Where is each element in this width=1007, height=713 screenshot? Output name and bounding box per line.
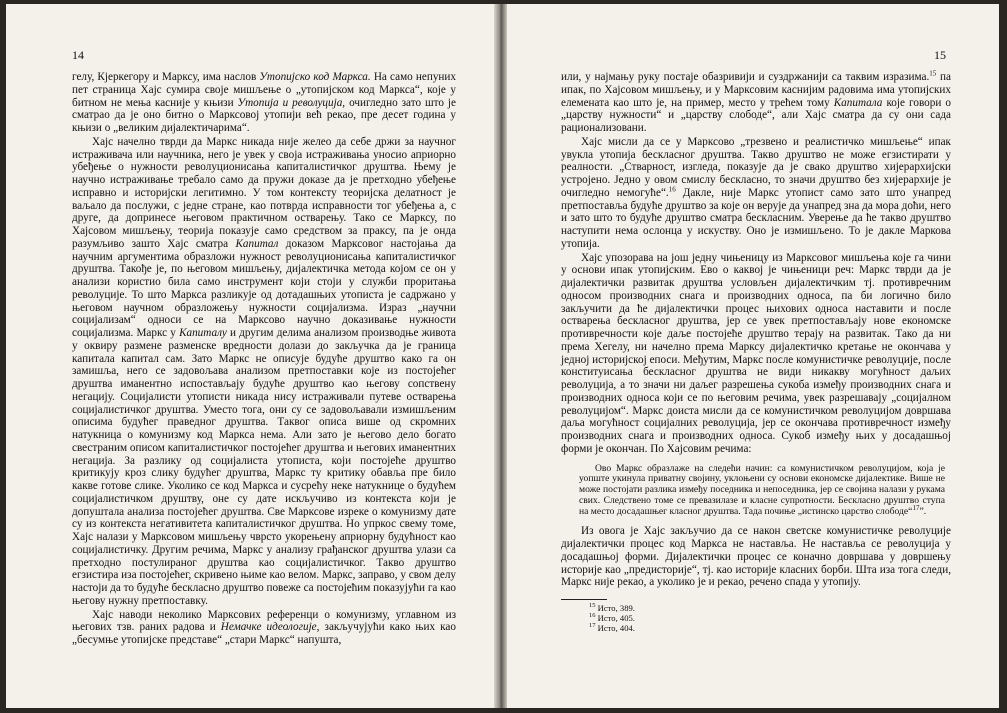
- paragraph: [72, 609, 456, 647]
- footnote-number: 15: [589, 602, 596, 610]
- text-run: Дакле, није Маркс утопист само зато што унапред претпоставља будуће друштво за које он верује да унапред зна да мора доћи, него и зато што то будуће друштво сматра бескласним. Уверење да ће такво друштво наступити нема ослонца у искуству. Оно је измишљено. То је дакле Маркова утопија.: [561, 186, 951, 250]
- page-number: 14: [72, 48, 84, 62]
- footnote-text: Исто, 404.: [595, 623, 635, 634]
- left-page-body: [72, 71, 456, 647]
- text-run: очигледно зато што је сматрао да је оно битно о Марксовој утопији већ рекао, пре десет година у књизи о „великим дијалектичарима“.: [72, 96, 456, 134]
- right-page-body: [561, 71, 951, 633]
- text-run: гелу, Кјеркегору и Марксу, има наслов: [72, 71, 260, 83]
- text-run: закључујући како њих као „бесумње утопијске представе“ „стари Маркс“ напушта,: [72, 621, 456, 646]
- footnote: [561, 603, 951, 613]
- left-page: [6, 4, 494, 708]
- paragraph: [561, 136, 951, 251]
- footnote-ref: 16: [668, 185, 676, 194]
- text-run: Хајс начелно тврди да Маркс никада није желео да себе држи за научног истраживача или научника, него је увек у своја истраживања уносио априорно убеђење о нужности револуционисања капиталистичког друштва. Њему је научно истраживање требало само да пружи доказе да је претходно убеђење исправно и историјски легитимно. У том контексту теоријска делатност је ваљало да послужи, с једне стране, као потврда исправности тог убеђења а, с друге, да допринесе његовом практичном остварењу. Тако се Марксу, по Хајсовом мишљењу, теорија показује само средством за праксу, па је онда разумљиво зашто Хајс сматра: [72, 135, 456, 250]
- paragraph: Из овога је Хајс закључио да се након светске комунистичке револуције дијалектички процес код Маркса не наставља. Не наставља се револуција у досадашњој форми. Дијалектички процес се коначно довршава у довршењу историје као „предисторије“, тј. као историје класних борби. Шта иза тога следи, Маркс није рекао, а уколико је и рекао, речено спада у утопију.: [561, 525, 951, 589]
- page-number: 15: [934, 48, 946, 62]
- footnote-text: Исто, 389.: [595, 603, 635, 614]
- footnote-ref: 17: [912, 503, 920, 512]
- text-run: На само непуних пет страница Хајс сумира своје мишљење о „утопијском код Маркса“, које у битном не мења касније у књизи: [72, 71, 457, 109]
- text-run: и другим делима анализом производње живота у оквиру размене разменске вредности долази до закључка да је граница капитала капитал сам. Зато Маркс не описује будуће друштво како га он замишља, него се задовољава анализом претпоставки које из постојећег друштва иманентно испостављају будуће друштво као његову сопствену негацију. Социјалисти утописти никада нису истраживали путеве остварења социјалистичког друштва. Уместо тога, они су се задовољавали измишљеним описима будућег праведног друштва. Таквог описа више од скромних натукница о комунизму код Маркса нема. Али зато је његово дело богато свестраним описом капиталистичког постојећег друштва и његових иманентних негација. За разлику од социјалиста утописта, који постојеће друштво критикују кроз слику будућег друштва, Маркс ту критику обавља пре било какве готове слике. Уколико се код Маркса и сусрећу неке натукнице о будућем социјалистичком друштву, оне су дате искључиво из контекста који је допуштала анализа постојећег друштва. Све Марксове изреке о комунизму дате су из контекста негативитета капиталистичког друштва. Но упркос свему томе, Хајс налази у Марксовом мишљењу чврсто укорењену априорну будућност као социјалистичку. Другим речима, Маркс у анализу грађанског друштва улази са претходно постулираног друштва као социјалистичког. Такво друштво егзистира иза постојећег, скривено њиме као велом. Маркс, заправо, у свом делу настоји да то будуће бескласно друштво повеже са постојећим показујући га као његову нужну претпоставку.: [72, 327, 456, 607]
- italic-title: Утопија и револуција,: [237, 96, 346, 109]
- footnote-divider: [561, 599, 607, 600]
- paragraph: Хајс упозорава на још једну чињеницу из Марксовог мишљења које га чини у основи ипак утопијским. Ево о каквој је чињеници реч: Маркс тврди да је дијалектички развитак друштва условљен дијалектичким тј. противречним односом производних снага и производних односа, па би логично било закључити да ће дијалектички процес њихових односа наставити и после остварења бескласног друштва, јер се увек претпостављају нове економске противречности које даље постојеће друштво терају на развитак. Тако да ни према Хегелу, ни начелно према Марксу дијалектичко кретање не окончава у једној историјској епоси. Међутим, Маркс после комунистичке револуције, после конституисања бескласног друштва не види никакву могућност даљих револуција, а то значи ни даљег разрешења сукоба између производних снага и производних односа који се по његовим речима, увек разрешавају „социјалном револуцијом“. Маркс доиста мисли да се комунистичком револуцијом довршава даља могућност социјалних револуција, јер се окончава противречност између производних снага и производних односа. Сукоб између њих у досадашњој форми је окончан. По Хајсовим речима:: [561, 251, 951, 455]
- italic-title: Капиталу: [179, 327, 227, 339]
- text-run: па ипак, по Хајсовом мишљењу, и у Марксовим каснијим радовима има утопијских елемената као што је, на пример, место у трећем тому: [561, 71, 952, 109]
- text-run: или, у најмању руку постаје обазривији и суздржанији са таквим изразима.: [561, 71, 930, 83]
- italic-title: Капитала: [833, 96, 883, 109]
- italic-title: Немачке идеологије,: [220, 621, 320, 634]
- footnote: [561, 613, 951, 623]
- paragraph: [72, 136, 456, 608]
- text-run: доказом Марксовог настојања да научним аргументима образложи нужност револуционисања капиталистичког друштва. Такође је, по његовом мишљењу, дијалектичка метода којом се он у анализи користио била само инструмент који стоји у служби проритања револуције. То што Маркса разликује од дотадашњих утописта је садржано у његовом научном образложењу нужности социјализма. Израз „научни социјализам“ односи се на Марксово научно доказивање нужности социјализма. Маркс у: [72, 237, 457, 339]
- text-run: Хајс наводи неколико Марксових референци о комунизму, углавном из његових тзв. раних радова и: [72, 608, 456, 634]
- italic-title: Утопијско код Маркса.: [259, 71, 371, 83]
- block-quote: Ово Маркс образлаже на следећи начин: са комунистичком револуцијом, која је уопште укинула приватну својину, уклоњени су основи економске дијалектике. Више не може постојати разлика између поседника и непоседника, јер се својина налази у рукама свих. Следствено томе се превазилазе и класне супротности. Бескласно друштво ступа на место досадашњег класног друштва. Тада почиње „истинско царство слободе“$^{17}$”.: [579, 462, 945, 517]
- footnote-number: 17: [589, 622, 596, 630]
- paragraph: [561, 71, 951, 135]
- book-gutter: [494, 4, 507, 708]
- right-page: [507, 4, 999, 708]
- quote-text: Ово Маркс образлаже на следећи начин: са комунистичком револуцијом, која је уопште укинула приватну својину, уклоњени су основи економске дијалектике. Више не може постојати разлика између поседника и непоседника, јер се својина налази у рукама свих. Следствено томе се превазилазе и класне супротности. Бескласно друштво ступа на место досадашњег класног друштва. Тада почиње „истинско царство слободе“: [579, 462, 945, 517]
- footnote-text: Исто, 405.: [595, 613, 635, 624]
- text-run: Хајс мисли да се у Марксово „трезвено и реалистичко мишљење“ ипак увукла утопија бескласног друштва. Такво друштво не може егзистирати у реалности. „Стварност, изгледа, показује да је свако друштво хијерархијски устројено. Једно у овом смислу бескласно, то значи друштво без хијерархије је очигледно немогуће“.: [561, 135, 951, 199]
- footnote-number: 16: [589, 612, 596, 620]
- footnote: [561, 623, 951, 633]
- italic-title: Капитал: [235, 237, 279, 250]
- paragraph: [72, 71, 456, 135]
- text-run: које говори о „царству нужности“ и „царству слободе“, али Хајс сматра да су они сада рационализовани.: [561, 96, 951, 134]
- footnote-ref: 15: [929, 69, 937, 78]
